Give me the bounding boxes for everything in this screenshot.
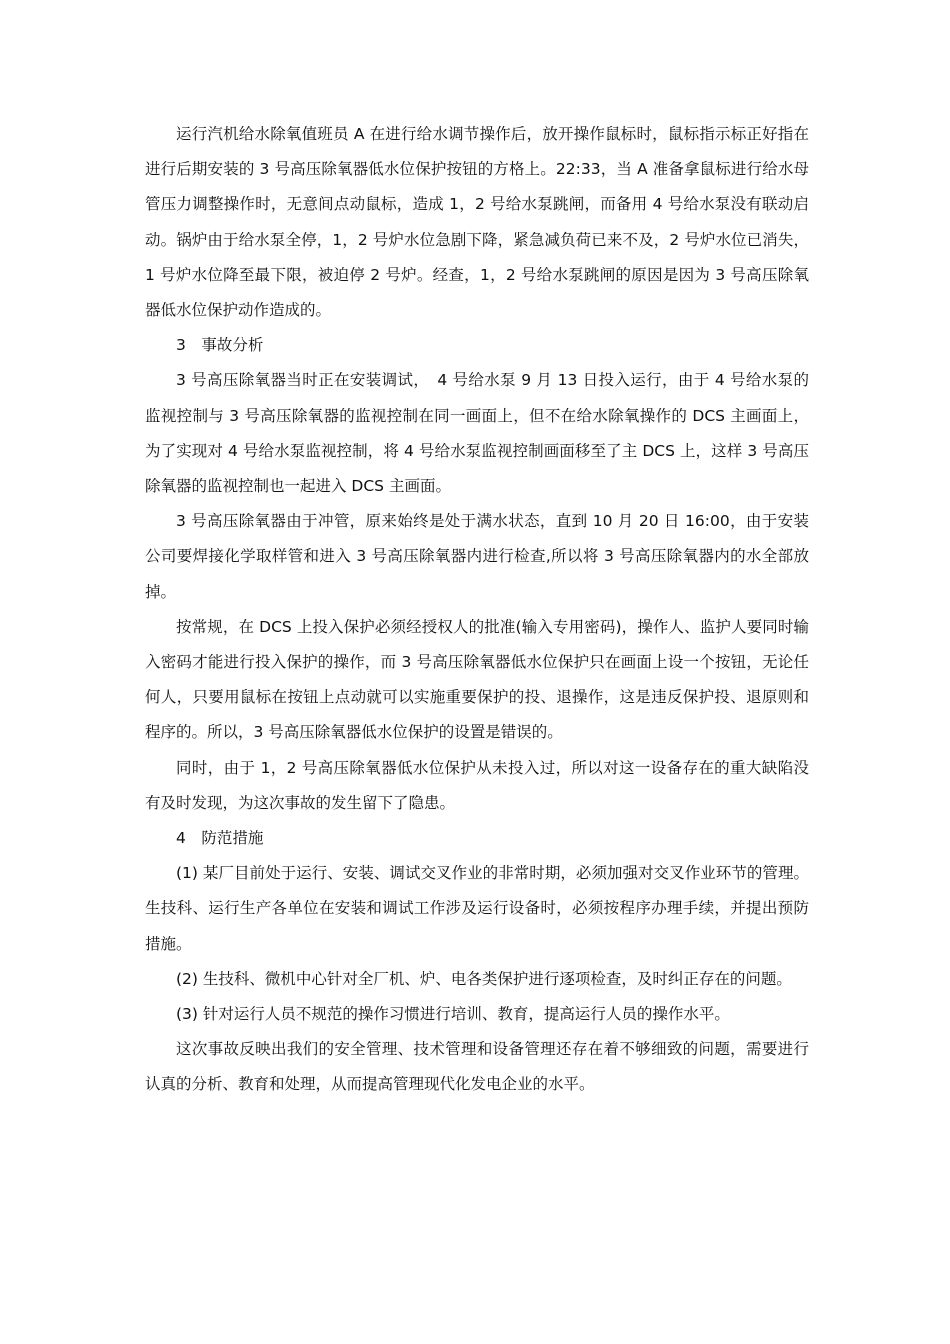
section-heading-accident-analysis: 3 事故分析 — [176, 336, 264, 355]
paragraph-analysis-hidden-defect: 同时，由于 1，2 号高压除氧器低水位保护从未投入过，所以对这一设备存在的重大缺陷没有及时发现，为这次事故的发生留下了隐患。 — [145, 758, 809, 812]
list-item-measure-3: (3) 针对运行人员不规范的操作习惯进行培训、教育，提高运行人员的操作水平。 — [176, 1005, 730, 1024]
paragraph-analysis-dcs-screen: 3 号高压除氧器当时正在安装调试， 4 号给水泵 9 月 13 日投入运行，由于 4 号给水泵的监视控制与 3 号高压除氧器的监视控制在同一画面上，但不在给水除氧操作的 DCS 主画面上，为了实现对 4 号给水泵监视控制，将 4 号给水泵监视控制画面移至了主 DCS 上，这样 3 号高压除氧器的监视控制也一起进入 DCS 主画面。 — [145, 371, 809, 496]
paragraph-incident-description: 运行汽机给水除氧值班员 A 在进行给水调节操作后，放开操作鼠标时，鼠标指示标正好指在进行后期安装的 3 号高压除氧器低水位保护按钮的方格上。22:33，当 A 准备拿鼠标进行给水母管压力调整操作时，无意间点动鼠标，造成 1，2 号给水泵跳闸，而备用 4 号给水泵没有联动启动。锅炉由于给水泵全停，1，2 号炉水位急剧下降，紧急减负荷已来不及，2 号炉水位已消失，1 号炉水位降至最下限，被迫停 2 号炉。经查，1，2 号给水泵跳闸的原因是因为 3 号高压除氧器低水位保护动作造成的。 — [145, 125, 809, 320]
paragraph-analysis-protection-rules: 按常规，在 DCS 上投入保护必须经授权人的批准(输入专用密码)，操作人、监护人要同时输入密码才能进行投入保护的操作，而 3 号高压除氧器低水位保护只在画面上设一个按钮，无论任何人，只要用鼠标在按钮上点动就可以实施重要保护的投、退操作，这是违反保护投、退原则和程序的。所以，3 号高压除氧器低水位保护的设置是错误的。 — [145, 617, 809, 742]
paragraph-analysis-drain: 3 号高压除氧器由于冲管，原来始终是处于满水状态，直到 10 月 20 日 16:00，由于安装公司要焊接化学取样管和进入 3 号高压除氧器内进行检查,所以将 3 号高压除氧器内的水全部放掉。 — [145, 512, 809, 601]
list-item-measure-2: (2) 生技科、微机中心针对全厂机、炉、电各类保护进行逐项检查，及时纠正存在的问题。 — [176, 969, 792, 988]
document-body — [145, 117, 809, 1103]
list-item-measure-1: (1) 某厂目前处于运行、安装、调试交叉作业的非常时期，必须加强对交叉作业环节的管理。生技科、运行生产各单位在安装和调试工作涉及运行设备时，必须按程序办理手续，并提出预防措施。 — [145, 864, 809, 953]
section-heading-preventive-measures: 4 防范措施 — [176, 829, 264, 848]
paragraph-conclusion: 这次事故反映出我们的安全管理、技术管理和设备管理还存在着不够细致的问题，需要进行认真的分析、教育和处理，从而提高管理现代化发电企业的水平。 — [145, 1040, 809, 1094]
